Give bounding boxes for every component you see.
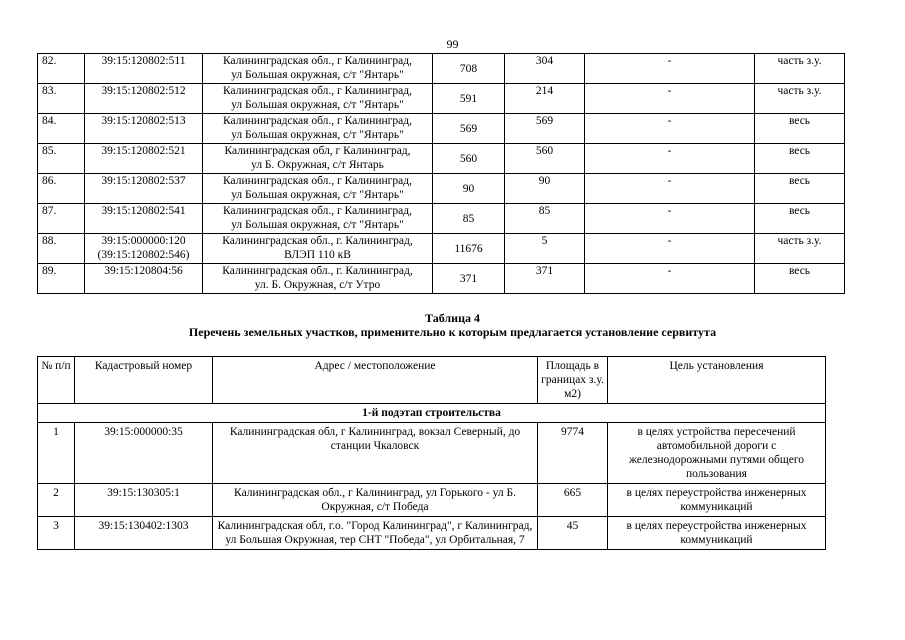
area: 665	[538, 484, 608, 517]
cadastral-number-main: 39:15:000000:120	[101, 235, 186, 247]
table-row	[38, 234, 845, 264]
cadastral-number-main: 39:15:120802:511	[101, 55, 186, 67]
area-affected: 90	[505, 174, 585, 204]
address-line-2: ул. Б. Окружная, с/т Утро	[254, 279, 381, 291]
land-plots-table-continuation	[37, 53, 845, 294]
header-area: Площадь в границах з.у. м2)	[538, 357, 608, 404]
encumbrance: -	[585, 144, 755, 174]
area: 371	[433, 264, 505, 294]
table-row	[38, 144, 845, 174]
table-row	[38, 423, 826, 484]
header-row	[38, 357, 826, 404]
address: Калининградская обл, г Калининград, вокзал Северный, до станции Чкаловск	[213, 423, 538, 484]
plot-part: весь	[755, 144, 845, 174]
plot-part: часть з.у.	[755, 54, 845, 84]
plot-part: часть з.у.	[755, 84, 845, 114]
servitude-plots-table	[37, 356, 826, 550]
header-num: № п/п	[38, 357, 75, 404]
address-line-2: ул Большая окружная, с/т "Янтарь"	[231, 129, 404, 141]
area-affected: 214	[505, 84, 585, 114]
area-affected: 371	[505, 264, 585, 294]
address-line-2: ул Большая окружная, с/т "Янтарь"	[231, 189, 404, 201]
cadastral-number: 39:15:130402:1303	[75, 517, 213, 550]
table-row	[38, 517, 826, 550]
row-number: 2	[38, 484, 75, 517]
address: Калининградская обл., г Калининград, ул Горького - ул Б. Окружная, с/т Победа	[213, 484, 538, 517]
encumbrance: -	[585, 174, 755, 204]
cadastral-number	[85, 264, 203, 294]
stage-row	[38, 404, 826, 423]
purpose: в целях устройства пересечений автомобильной дороги с железнодорожными путями общего пользования	[608, 423, 826, 484]
row-number: 1	[38, 423, 75, 484]
row-number: 82.	[38, 54, 85, 84]
address-line-1: Калининградская обл, г Калининград,	[224, 145, 411, 157]
cadastral-number	[85, 234, 203, 264]
cadastral-number	[85, 204, 203, 234]
address-line-2: ВЛЭП 110 кВ	[284, 249, 351, 261]
cadastral-number-main: 39:15:120802:513	[101, 115, 186, 127]
address	[203, 144, 433, 174]
address	[203, 174, 433, 204]
table-row	[38, 84, 845, 114]
encumbrance: -	[585, 234, 755, 264]
area-affected: 85	[505, 204, 585, 234]
address-line-2: ул Большая окружная, с/т "Янтарь"	[231, 219, 404, 231]
cadastral-number-main: 39:15:120802:541	[101, 205, 186, 217]
area: 708	[433, 54, 505, 84]
purpose: в целях переустройства инженерных коммуникаций	[608, 484, 826, 517]
address	[203, 54, 433, 84]
area-affected: 569	[505, 114, 585, 144]
cadastral-number	[85, 144, 203, 174]
cadastral-number	[85, 174, 203, 204]
plot-part: весь	[755, 204, 845, 234]
row-number: 83.	[38, 84, 85, 114]
area: 591	[433, 84, 505, 114]
table-row	[38, 114, 845, 144]
plot-part: весь	[755, 174, 845, 204]
table-row	[38, 204, 845, 234]
area-affected: 560	[505, 144, 585, 174]
encumbrance: -	[585, 84, 755, 114]
encumbrance: -	[585, 264, 755, 294]
row-number: 85.	[38, 144, 85, 174]
table-row	[38, 484, 826, 517]
table4-title: Таблица 4	[425, 311, 480, 325]
cadastral-number-main: 39:15:120802:537	[101, 175, 186, 187]
cadastral-number: 39:15:000000:35	[75, 423, 213, 484]
area: 45	[538, 517, 608, 550]
address-line-1: Калининградская обл., г Калининград,	[223, 85, 412, 97]
address-line-1: Калининградская обл., г. Калининград,	[222, 235, 413, 247]
cadastral-number: 39:15:130305:1	[75, 484, 213, 517]
plot-part: весь	[755, 264, 845, 294]
purpose: в целях переустройства инженерных коммуникаций	[608, 517, 826, 550]
encumbrance: -	[585, 204, 755, 234]
row-number: 87.	[38, 204, 85, 234]
header-cadastral: Кадастровый номер	[75, 357, 213, 404]
cadastral-number	[85, 84, 203, 114]
cadastral-number	[85, 114, 203, 144]
area: 90	[433, 174, 505, 204]
address-line-1: Калининградская обл., г Калининград,	[223, 55, 412, 67]
table-row	[38, 54, 845, 84]
address-line-2: ул Большая окружная, с/т "Янтарь"	[231, 99, 404, 111]
address	[203, 114, 433, 144]
plot-part: часть з.у.	[755, 234, 845, 264]
table4-subtitle: Перечень земельных участков, применительно к которым предлагается установление сервитута	[188, 325, 717, 339]
plot-part: весь	[755, 114, 845, 144]
header-purpose: Цель установления	[608, 357, 826, 404]
area: 560	[433, 144, 505, 174]
area: 11676	[433, 234, 505, 264]
address-line-2: ул Б. Окружная, с/т Янтарь	[251, 159, 384, 171]
cadastral-number	[85, 54, 203, 84]
area: 9774	[538, 423, 608, 484]
cadastral-number-main: 39:15:120802:521	[101, 145, 186, 157]
address-line-1: Калининградская обл., г. Калининград,	[222, 265, 413, 277]
area-affected: 5	[505, 234, 585, 264]
row-number: 86.	[38, 174, 85, 204]
row-number: 84.	[38, 114, 85, 144]
cadastral-number-alt: (39:15:120802:546)	[97, 249, 190, 261]
cadastral-number-main: 39:15:120802:512	[101, 85, 186, 97]
address-line-2: ул Большая окружная, с/т "Янтарь"	[231, 69, 404, 81]
header-address: Адрес / местоположение	[213, 357, 538, 404]
row-number: 88.	[38, 234, 85, 264]
address: Калининградская обл, г.о. "Город Калининград", г Калининград, ул Большая Окружная, тер СНТ "Победа", ул Орбитальная, 7	[213, 517, 538, 550]
area: 85	[433, 204, 505, 234]
address	[203, 204, 433, 234]
area: 569	[433, 114, 505, 144]
table-row	[38, 174, 845, 204]
page-number: 99	[446, 37, 459, 51]
address	[203, 234, 433, 264]
address	[203, 84, 433, 114]
stage-label: 1-й подэтап строительства	[38, 404, 826, 423]
row-number: 89.	[38, 264, 85, 294]
encumbrance: -	[585, 54, 755, 84]
row-number: 3	[38, 517, 75, 550]
address-line-1: Калининградская обл., г Калининград,	[223, 205, 412, 217]
address	[203, 264, 433, 294]
table-row	[38, 264, 845, 294]
encumbrance: -	[585, 114, 755, 144]
area-affected: 304	[505, 54, 585, 84]
address-line-1: Калининградская обл., г Калининград,	[223, 175, 412, 187]
address-line-1: Калининградская обл., г Калининград,	[223, 115, 412, 127]
cadastral-number-main: 39:15:120804:56	[104, 265, 183, 277]
